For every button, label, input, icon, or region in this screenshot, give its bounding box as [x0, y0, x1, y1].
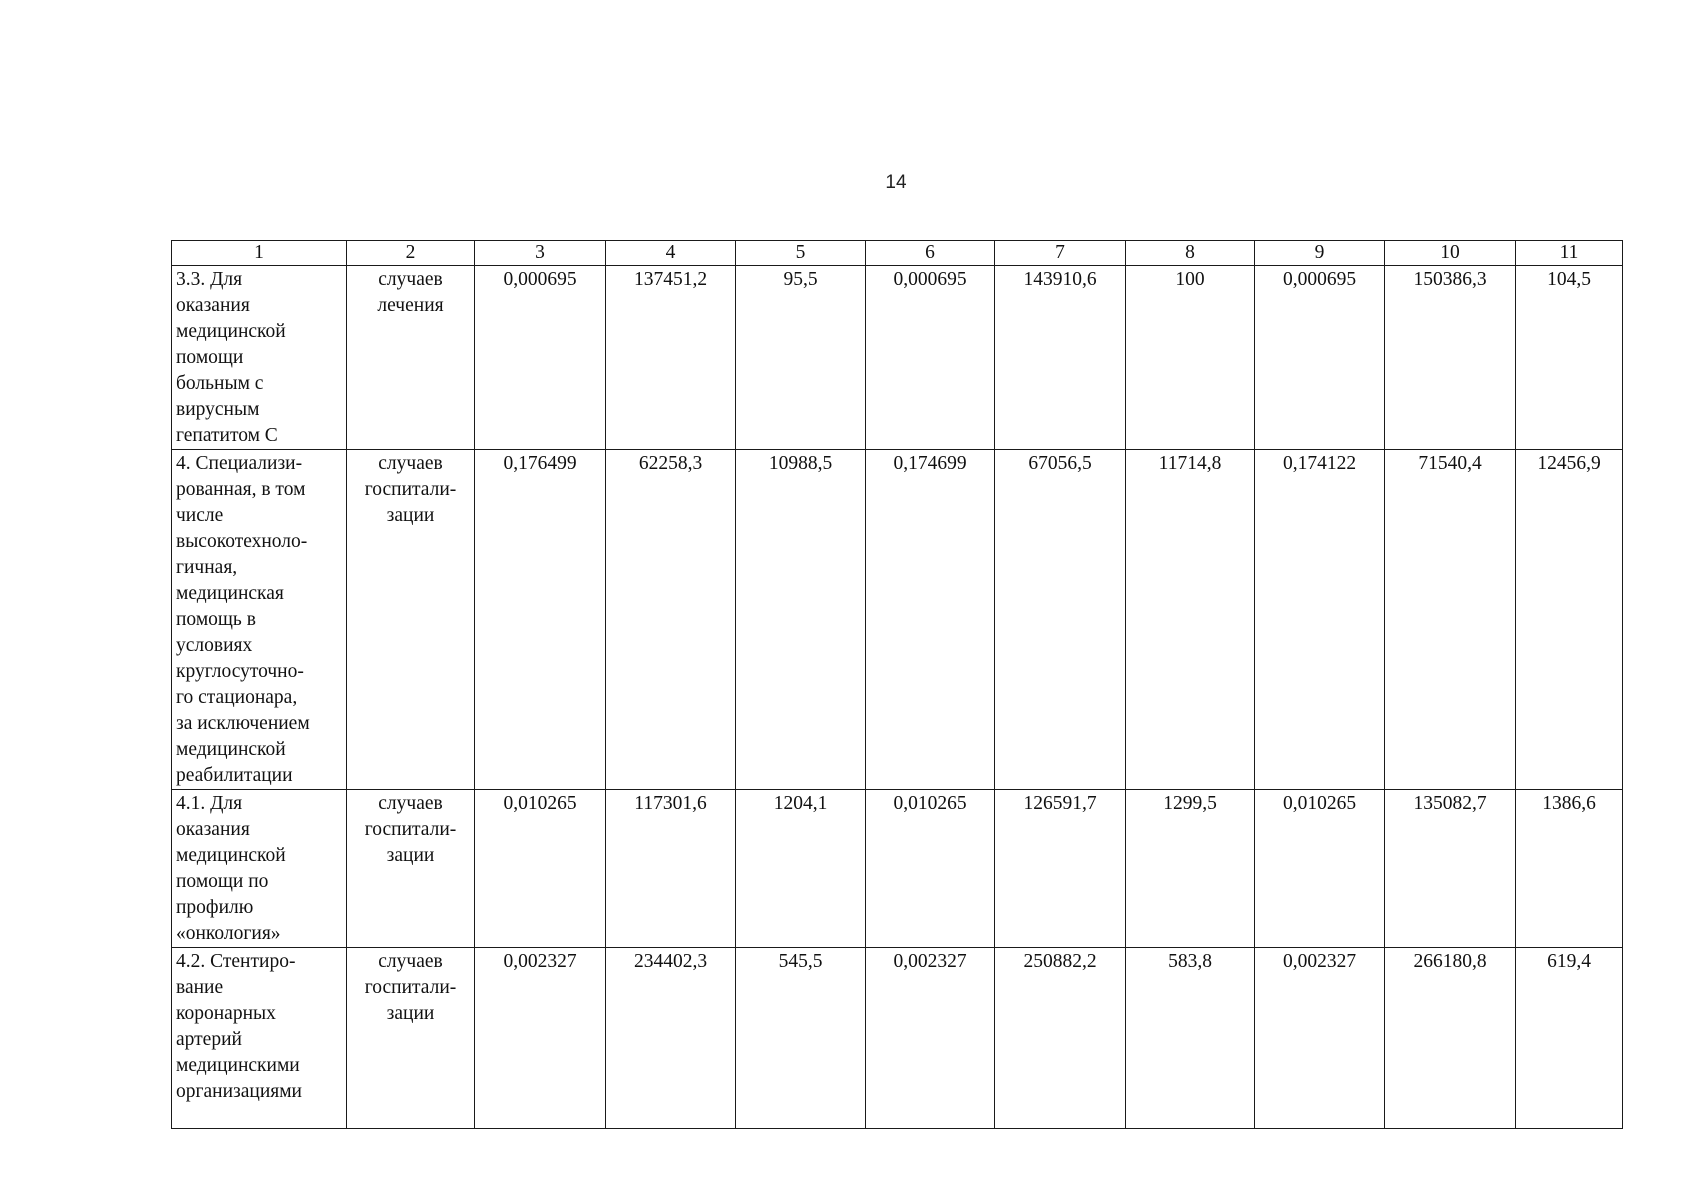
- unit-cell: [347, 266, 475, 450]
- data-table: [171, 240, 1623, 1129]
- care-type-line: медицинскими: [176, 1055, 300, 1076]
- care-type-line: круглосуточно-: [176, 661, 304, 682]
- table-row: [172, 948, 1623, 1129]
- care-type-line: медицинской: [176, 321, 286, 342]
- value-cell: 11714,8: [1126, 450, 1255, 790]
- value-cell: 150386,3: [1385, 266, 1516, 450]
- unit-cell: [347, 948, 475, 1129]
- value-cell: 0,002327: [1255, 948, 1385, 1129]
- care-type-line: организациями: [176, 1081, 302, 1102]
- care-type-line: числе: [176, 505, 224, 526]
- care-type-line: го стационара,: [176, 687, 298, 708]
- value-cell: 0,174122: [1255, 450, 1385, 790]
- care-type-cell: [172, 266, 347, 450]
- care-type-line: «онкология»: [176, 923, 281, 944]
- page-number: 14: [885, 172, 907, 193]
- value-cell: 583,8: [1126, 948, 1255, 1129]
- value-cell: 234402,3: [606, 948, 736, 1129]
- value-cell: 0,002327: [475, 948, 606, 1129]
- value-cell: 143910,6: [995, 266, 1126, 450]
- column-header: 11: [1516, 241, 1623, 266]
- unit-line: случаев: [378, 793, 443, 814]
- unit-line: зации: [386, 1003, 435, 1024]
- care-type-line: вание: [176, 977, 224, 998]
- care-type-line: помощи: [176, 347, 244, 368]
- value-cell: 62258,3: [606, 450, 736, 790]
- unit-cell: [347, 450, 475, 790]
- value-cell: 95,5: [736, 266, 866, 450]
- value-cell: 0,002327: [866, 948, 995, 1129]
- unit-line: госпитали-: [364, 819, 457, 840]
- value-cell: 0,010265: [866, 790, 995, 948]
- value-cell: 1386,6: [1516, 790, 1623, 948]
- care-type-line: больным с: [176, 373, 264, 394]
- care-type-line: гичная,: [176, 557, 238, 578]
- care-type-cell: [172, 948, 347, 1129]
- unit-line: госпитали-: [364, 479, 457, 500]
- column-header: 3: [475, 241, 606, 266]
- value-cell: 0,010265: [475, 790, 606, 948]
- column-header: 1: [172, 241, 347, 266]
- care-type-line: помощь в: [176, 609, 256, 630]
- table-row: [172, 266, 1623, 450]
- value-cell: 67056,5: [995, 450, 1126, 790]
- column-header: 4: [606, 241, 736, 266]
- unit-cell: [347, 790, 475, 948]
- column-number-row: [172, 241, 1623, 266]
- value-cell: 104,5: [1516, 266, 1623, 450]
- care-type-line: рованная, в том: [176, 479, 306, 500]
- value-cell: 0,000695: [475, 266, 606, 450]
- value-cell: 619,4: [1516, 948, 1623, 1129]
- value-cell: 0,000695: [1255, 266, 1385, 450]
- value-cell: 12456,9: [1516, 450, 1623, 790]
- column-header: 7: [995, 241, 1126, 266]
- value-cell: 135082,7: [1385, 790, 1516, 948]
- table-row: [172, 790, 1623, 948]
- column-header: 10: [1385, 241, 1516, 266]
- care-type-line: артерий: [176, 1029, 242, 1050]
- value-cell: 117301,6: [606, 790, 736, 948]
- unit-line: госпитали-: [364, 977, 457, 998]
- care-type-line: реабилитации: [176, 765, 293, 786]
- value-cell: 0,176499: [475, 450, 606, 790]
- column-header: 2: [347, 241, 475, 266]
- value-cell: 250882,2: [995, 948, 1126, 1129]
- column-header: 5: [736, 241, 866, 266]
- value-cell: 0,000695: [866, 266, 995, 450]
- care-type-line: 3.3. Для: [176, 269, 243, 290]
- column-header: 9: [1255, 241, 1385, 266]
- unit-line: лечения: [377, 295, 444, 316]
- value-cell: 71540,4: [1385, 450, 1516, 790]
- unit-line: случаев: [378, 453, 443, 474]
- care-type-line: медицинская: [176, 583, 284, 604]
- value-cell: 0,010265: [1255, 790, 1385, 948]
- care-type-line: высокотехноло-: [176, 531, 308, 552]
- care-type-line: за исключением: [176, 713, 310, 734]
- value-cell: 1204,1: [736, 790, 866, 948]
- care-type-line: помощи по: [176, 871, 269, 892]
- care-type-line: коронарных: [176, 1003, 276, 1024]
- column-header: 6: [866, 241, 995, 266]
- care-type-cell: [172, 790, 347, 948]
- column-header: 8: [1126, 241, 1255, 266]
- unit-line: случаев: [378, 951, 443, 972]
- care-type-line: профилю: [176, 897, 254, 918]
- value-cell: 126591,7: [995, 790, 1126, 948]
- care-type-line: оказания: [176, 295, 250, 316]
- value-cell: 137451,2: [606, 266, 736, 450]
- value-cell: 545,5: [736, 948, 866, 1129]
- care-type-line: вирусным: [176, 399, 260, 420]
- unit-line: зации: [386, 505, 435, 526]
- care-type-line: оказания: [176, 819, 250, 840]
- value-cell: 100: [1126, 266, 1255, 450]
- care-type-cell: [172, 450, 347, 790]
- care-type-line: медицинской: [176, 739, 286, 760]
- care-type-line: 4.2. Стентиро-: [176, 951, 296, 972]
- care-type-line: условиях: [176, 635, 253, 656]
- care-type-line: медицинской: [176, 845, 286, 866]
- unit-line: зации: [386, 845, 435, 866]
- value-cell: 1299,5: [1126, 790, 1255, 948]
- value-cell: 10988,5: [736, 450, 866, 790]
- value-cell: 0,174699: [866, 450, 995, 790]
- care-type-line: 4.1. Для: [176, 793, 243, 814]
- care-type-line: 4. Специализи-: [176, 453, 303, 474]
- table-row: [172, 450, 1623, 790]
- unit-line: случаев: [378, 269, 443, 290]
- care-type-line: гепатитом С: [176, 425, 278, 446]
- value-cell: 266180,8: [1385, 948, 1516, 1129]
